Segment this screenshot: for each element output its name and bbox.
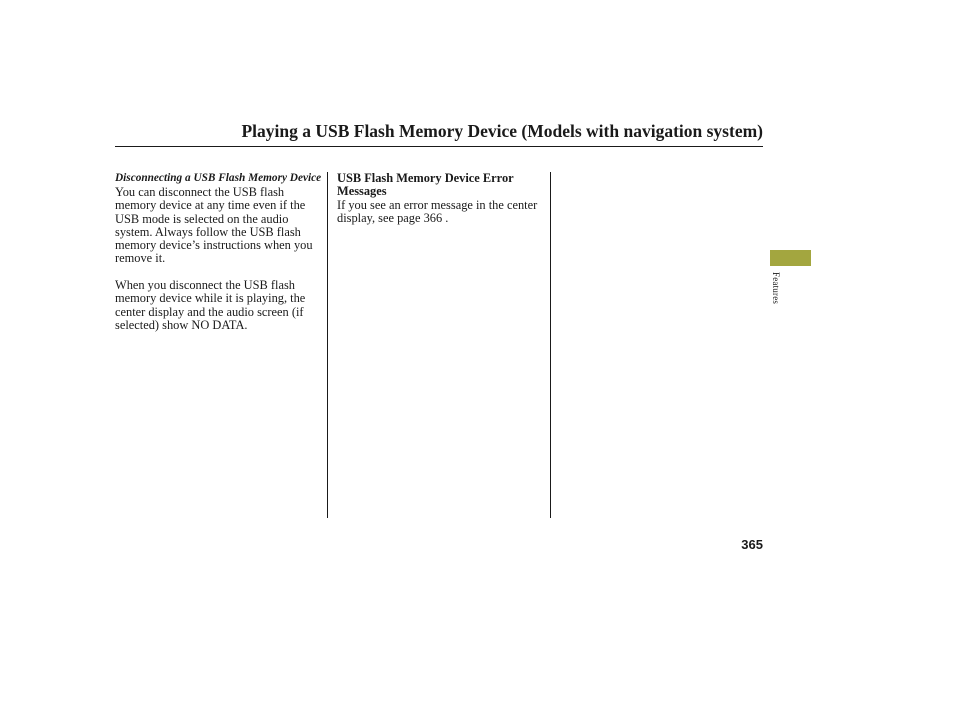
section-tab-label: Features: [771, 272, 781, 305]
left-column: [115, 172, 323, 332]
column-divider: [327, 172, 328, 518]
page-title: Playing a USB Flash Memory Device (Models with navigation system): [241, 121, 763, 141]
section-tab-marker: [770, 250, 811, 266]
middle-column: [337, 172, 545, 225]
column-divider: [550, 172, 551, 518]
body-paragraph: You can disconnect the USB flash memory device at any time even if the USB mode is selected on the audio system. Always follow the USB flash memory device’s instructions when you remove it.: [115, 185, 313, 266]
body-paragraph: If you see an error message in the center display, see page 366 .: [337, 197, 538, 225]
page-number: 365: [741, 537, 763, 552]
section-heading-error-messages: USB Flash Memory Device Error Messages: [337, 171, 514, 199]
title-divider: [115, 146, 763, 147]
section-heading-disconnecting: Disconnecting a USB Flash Memory Device: [115, 172, 322, 184]
body-paragraph: When you disconnect the USB flash memory device while it is playing, the center display and the audio screen (if selected) show NO DATA.: [115, 278, 306, 332]
